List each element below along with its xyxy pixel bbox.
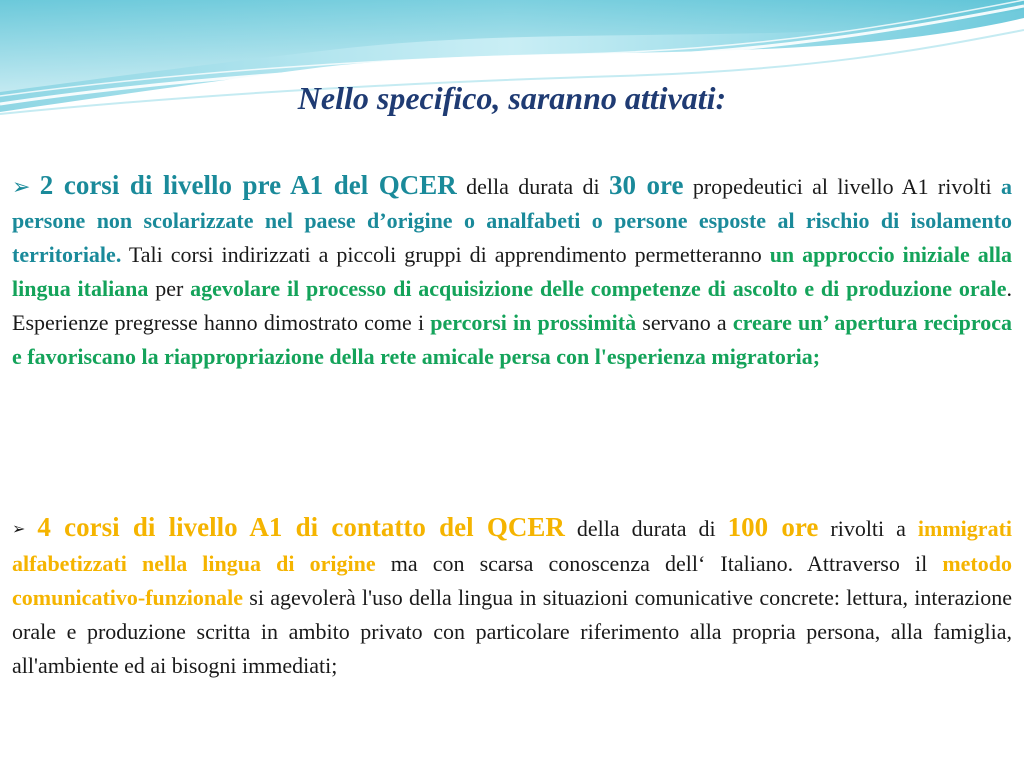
highlight-approach: un approccio iniziale alla lingua italiana bbox=[12, 242, 1012, 301]
highlight-method: metodo comunicativo-funzionale bbox=[12, 551, 1012, 610]
highlight-network: creare un’ apertura reciproca e favoriscano la riappropriazione della rete amicale persa con l'esperienza migratoria; bbox=[12, 310, 1012, 369]
course-heading-a1: 4 corsi di livello A1 di contatto del QCER bbox=[37, 512, 565, 542]
text-segment: per bbox=[148, 276, 191, 301]
target-audience-pre-a1: a persone non scolarizzate nel paese d’origine o analfabeti o persone esposte al rischio di isolamento territoriale. bbox=[12, 174, 1012, 267]
highlight-skills: agevolare il processo di acquisizione delle competenze di ascolto e di produzione orale bbox=[190, 276, 1007, 301]
text-segment: della durata di bbox=[456, 174, 609, 199]
slide-title: Nello specifico, saranno attivati: bbox=[297, 80, 727, 116]
target-audience-a1: immigrati alfabetizzati nella lingua di origine bbox=[12, 516, 1013, 576]
paragraph-a1-courses bbox=[12, 510, 1012, 683]
text-segment: ma con scarsa conoscenza dell‘ Italiano. Attraverso il bbox=[375, 551, 943, 576]
hours-pre-a1: 30 ore bbox=[608, 170, 684, 200]
text-segment: si agevolerà l'uso della lingua in situazioni comunicative concrete: lettura, interazione orale e produzione scritta in ambito privato con particolare riferimento alla propria persona, alla famiglia, all'ambiente ed ai bisogni immediati; bbox=[12, 585, 1012, 678]
text-segment: Tali corsi indirizzati a piccoli gruppi di apprendimento permetteranno bbox=[121, 242, 770, 267]
arrow-bullet-icon: ➢ bbox=[12, 174, 31, 199]
hours-a1: 100 ore bbox=[727, 512, 819, 542]
text-segment: rivolti a bbox=[818, 516, 918, 541]
text-segment: . Esperienze pregresse hanno dimostrato come i bbox=[12, 276, 1012, 335]
text-segment: servano a bbox=[636, 310, 733, 335]
text-segment: propedeutici al livello A1 rivolti bbox=[683, 174, 1001, 199]
text-segment: della durata di bbox=[564, 516, 728, 541]
paragraph-pre-a1-courses bbox=[12, 168, 1012, 374]
arrow-bullet-icon: ➢ bbox=[12, 521, 26, 538]
highlight-proximity: percorsi in prossimità bbox=[430, 310, 637, 335]
course-heading-pre-a1: 2 corsi di livello pre A1 del QCER bbox=[39, 170, 457, 200]
